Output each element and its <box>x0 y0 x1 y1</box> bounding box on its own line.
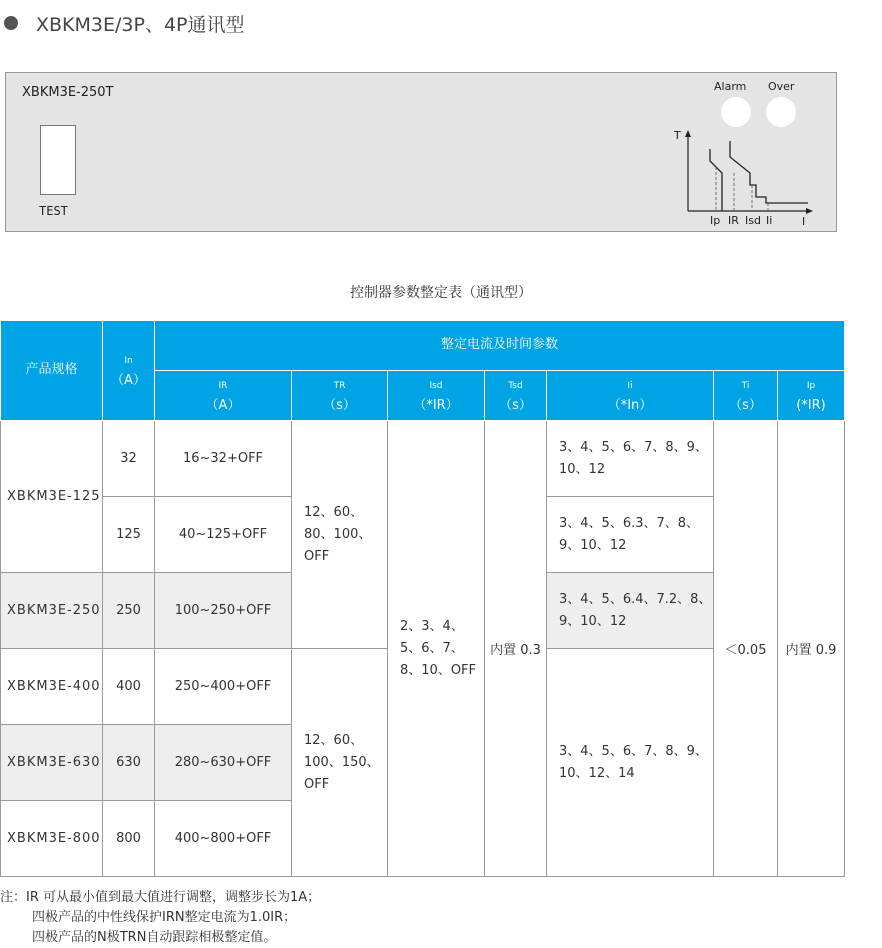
ir-cell: 280~630+OFF <box>155 725 292 801</box>
in-cell: 32 <box>103 421 155 497</box>
header-isd <box>388 371 485 421</box>
isd-cell: 2、3、4、5、6、7、8、10、OFF <box>388 421 485 877</box>
note-line: 注：IR 可从最小值到最大值进行调整，调整步长为1A； <box>0 890 321 905</box>
ir-cell: 250~400+OFF <box>155 649 292 725</box>
protection-curve-diagram <box>670 127 820 227</box>
in-cell: 125 <box>103 497 155 573</box>
note-line: 四极产品的N极TRN自动跟踪相极整定值。 <box>32 930 277 945</box>
notes <box>0 888 320 948</box>
header-ii-symbol: Ii <box>627 380 633 391</box>
ir-cell: 16~32+OFF <box>155 421 292 497</box>
header-ip-unit: (*IR) <box>796 397 826 413</box>
marker-isd: Isd <box>745 214 761 227</box>
header-tr-symbol: TR <box>333 380 346 391</box>
controller-panel <box>5 72 837 232</box>
header-tsd-unit: （s） <box>499 397 532 413</box>
header-ti <box>714 371 778 421</box>
curve-x-label: I <box>802 215 806 227</box>
product-cell: XBKM3E-250 <box>1 573 103 649</box>
note-line: 四极产品的中性线保护IRN整定电流为1.0IR； <box>32 910 297 925</box>
in-cell: 800 <box>103 801 155 877</box>
alarm-indicator <box>721 97 751 127</box>
product-cell: XBKM3E-400 <box>1 649 103 725</box>
in-cell: 630 <box>103 725 155 801</box>
header-group: 整定电流及时间参数 <box>155 321 845 371</box>
ii-cell: 3、4、5、6.3、7、8、9、10、12 <box>547 497 714 573</box>
test-label: TEST <box>39 204 68 218</box>
ti-cell: ＜0.05 <box>714 421 778 877</box>
product-cell: XBKM3E-630 <box>1 725 103 801</box>
header-in-symbol: In <box>124 355 133 366</box>
ii-cell: 3、4、5、6.4、7.2、8、9、10、12 <box>547 573 714 649</box>
header-tsd-symbol: Tsd <box>508 380 523 391</box>
table-row <box>1 421 845 497</box>
marker-ii: Ii <box>766 214 773 227</box>
header-ti-unit: （s） <box>729 397 762 413</box>
product-cell: XBKM3E-125 <box>1 421 103 573</box>
section-heading <box>4 8 245 38</box>
tr-cell: 12、60、80、100、OFF <box>292 421 388 649</box>
header-tsd <box>485 371 547 421</box>
header-tr <box>292 371 388 421</box>
header-isd-symbol: Isd <box>429 380 443 391</box>
ii-cell: 3、4、5、6、7、8、9、10、12 <box>547 421 714 497</box>
header-tr-unit: （s） <box>323 397 356 413</box>
ii-cell: 3、4、5、6、7、8、9、10、12、14 <box>547 649 714 877</box>
product-cell: XBKM3E-800 <box>1 801 103 877</box>
header-ii <box>547 371 714 421</box>
header-ii-unit: （*In） <box>607 397 653 413</box>
x-arrow-icon <box>806 208 813 214</box>
over-label: Over <box>768 80 795 93</box>
header-ip-symbol: Ip <box>806 380 816 391</box>
bullet-icon <box>4 16 18 30</box>
parameter-table <box>0 320 845 877</box>
header-isd-unit: （*IR） <box>413 397 459 413</box>
table-caption: 控制器参数整定表（通讯型） <box>350 285 532 301</box>
ip-cell: 内置 0.9 <box>778 421 845 877</box>
header-ti-symbol: Ti <box>741 380 750 391</box>
header-product: 产品规格 <box>1 321 103 421</box>
test-button[interactable] <box>40 125 76 195</box>
marker-ir: IR <box>728 214 739 227</box>
header-in <box>103 321 155 421</box>
tr-cell: 12、60、100、150、OFF <box>292 649 388 877</box>
header-ir-unit: （A） <box>205 397 241 413</box>
header-in-unit: （A） <box>111 372 146 388</box>
in-cell: 250 <box>103 573 155 649</box>
header-ir-symbol: IR <box>218 380 228 391</box>
header-ir <box>155 371 292 421</box>
over-indicator <box>766 97 796 127</box>
marker-ip: Ip <box>710 214 721 227</box>
ir-cell: 400~800+OFF <box>155 801 292 877</box>
curve-y-label: T <box>674 129 681 142</box>
ir-cell: 100~250+OFF <box>155 573 292 649</box>
panel-model-label: XBKM3E-250T <box>22 85 114 100</box>
ir-cell: 40~125+OFF <box>155 497 292 573</box>
y-arrow-icon <box>685 130 691 137</box>
header-ip <box>778 371 845 421</box>
tsd-cell: 内置 0.3 <box>485 421 547 877</box>
curve-trip-line <box>730 141 808 203</box>
heading-text: XBKM3E/3P、4P通讯型 <box>36 13 245 36</box>
in-cell: 400 <box>103 649 155 725</box>
alarm-label: Alarm <box>714 80 747 93</box>
